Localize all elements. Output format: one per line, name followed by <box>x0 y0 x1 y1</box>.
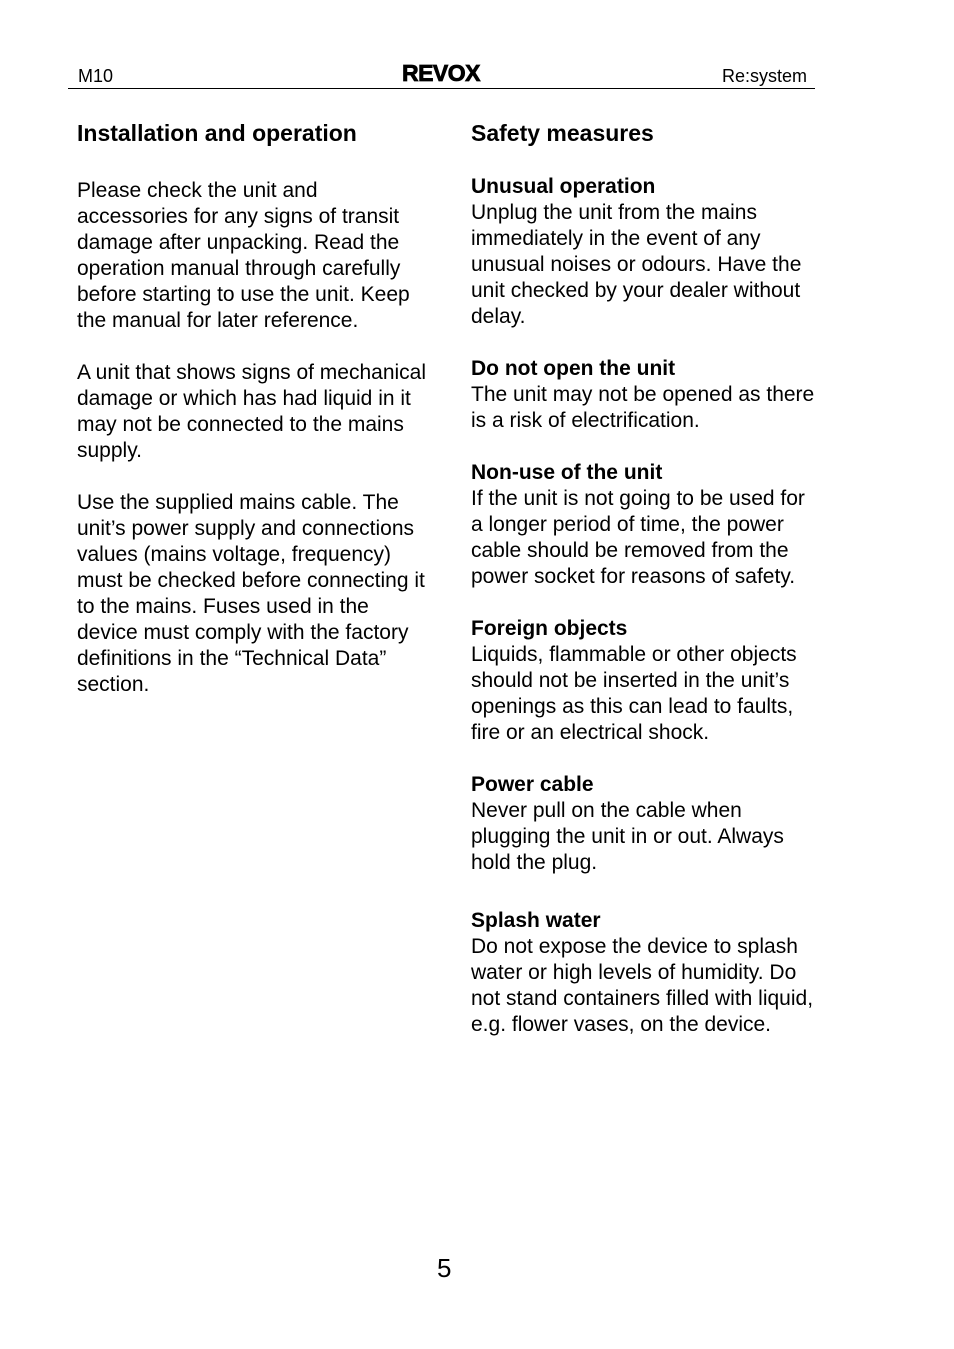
safety-section <box>471 174 821 330</box>
safety-text: If the unit is not going to be used for a longer period of time, the power cable should be removed from the power socket for reasons of safety. <box>471 487 805 588</box>
safety-text: Unplug the unit from the mains immediately in the event of any unusual noises or odours. Have the unit checked by your dealer without delay. <box>471 201 802 328</box>
safety-heading: Power cable <box>471 773 594 796</box>
safety-heading: Unusual operation <box>471 175 656 198</box>
safety-heading: Splash water <box>471 909 601 932</box>
safety-section <box>471 772 821 876</box>
installation-column <box>77 118 427 724</box>
page-header <box>68 58 815 89</box>
safety-section <box>471 460 821 590</box>
model-label: M10 <box>78 66 114 86</box>
installation-paragraph: Please check the unit and accessories for any signs of transit damage after unpacking. Read the operation manual through carefully before starting to use the unit. Keep the manual for later reference. <box>77 179 410 332</box>
safety-section <box>471 356 821 434</box>
safety-title: Safety measures <box>471 120 654 146</box>
safety-heading: Foreign objects <box>471 617 628 640</box>
safety-section <box>471 616 821 746</box>
safety-column <box>471 118 821 1064</box>
system-label: Re:system <box>721 66 807 86</box>
safety-heading: Do not open the unit <box>471 357 676 380</box>
installation-title: Installation and operation <box>77 120 357 146</box>
safety-text: Do not expose the device to splash water or high levels of humidity. Do not stand containers filled with liquid, e.g. flower vases, on the device. <box>471 935 814 1036</box>
safety-text: Never pull on the cable when plugging the unit in or out. Always hold the plug. <box>471 799 784 874</box>
revox-logo-graphic <box>391 62 491 84</box>
page-number: 5 <box>437 1253 452 1283</box>
revox-logo <box>391 62 491 89</box>
safety-text: The unit may not be opened as there is a risk of electrification. <box>471 383 815 432</box>
safety-text: Liquids, flammable or other objects should not be inserted in the unit’s openings as this can lead to faults, fire or an electrical shock. <box>471 643 797 744</box>
safety-section <box>471 908 821 1038</box>
installation-paragraph: Use the supplied mains cable. The unit’s power supply and connections values (mains voltage, frequency) must be checked before connecting it to the mains. Fuses used in the device must comply with the factory definitions in the “Technical Data” section. <box>77 491 425 696</box>
installation-paragraph: A unit that shows signs of mechanical damage or which has had liquid in it may not be connected to the mains supply. <box>77 361 427 462</box>
svg-text:REVOX: REVOX <box>401 62 481 84</box>
safety-heading: Non-use of the unit <box>471 461 663 484</box>
